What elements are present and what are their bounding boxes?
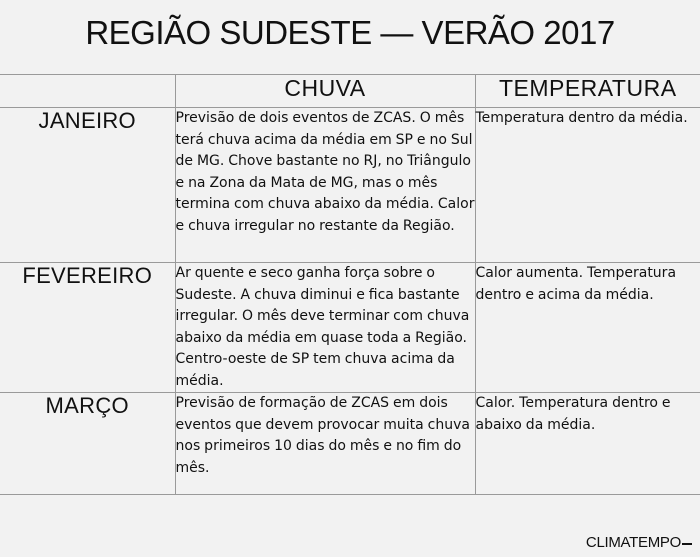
- table-header-row: [0, 75, 700, 108]
- month-label: JANEIRO: [0, 108, 175, 263]
- forecast-table: [0, 74, 700, 495]
- logo-swoosh-icon: [682, 543, 692, 545]
- table-row: [0, 108, 700, 263]
- header-rain: CHUVA: [175, 75, 475, 108]
- rain-forecast: Previsão de formação de ZCAS em dois eventos que devem provocar muita chuva nos primeiros 10 dias do mês e no fim do mês.: [175, 393, 475, 495]
- temperature-forecast: Temperatura dentro da média.: [475, 108, 700, 263]
- month-label: FEVEREIRO: [0, 263, 175, 393]
- rain-forecast: Previsão de dois eventos de ZCAS. O mês terá chuva acima da média em SP e no Sul de MG. Chove bastante no RJ, no Triângulo e na Zona da Mata de MG, mas o mês termina com chuva abaixo da média. Calor e chuva irregular no restante da Região.: [175, 108, 475, 263]
- climatempo-logo: [586, 534, 692, 551]
- temperature-forecast: Calor. Temperatura dentro e abaixo da média.: [475, 393, 700, 495]
- header-month: [0, 75, 175, 108]
- table-row: [0, 393, 700, 495]
- header-temperature: TEMPERATURA: [475, 75, 700, 108]
- temperature-forecast: Calor aumenta. Temperatura dentro e acima da média.: [475, 263, 700, 393]
- month-label: MARÇO: [0, 393, 175, 495]
- table-row: [0, 263, 700, 393]
- rain-forecast: Ar quente e seco ganha força sobre o Sudeste. A chuva diminui e fica bastante irregular. O mês deve terminar com chuva abaixo da média em quase toda a Região. Centro-oeste de SP tem chuva acima da média.: [175, 263, 475, 393]
- page-title: REGIÃO SUDESTE — VERÃO 2017: [85, 14, 615, 51]
- logo-text: CLIMATEMPO: [585, 534, 681, 551]
